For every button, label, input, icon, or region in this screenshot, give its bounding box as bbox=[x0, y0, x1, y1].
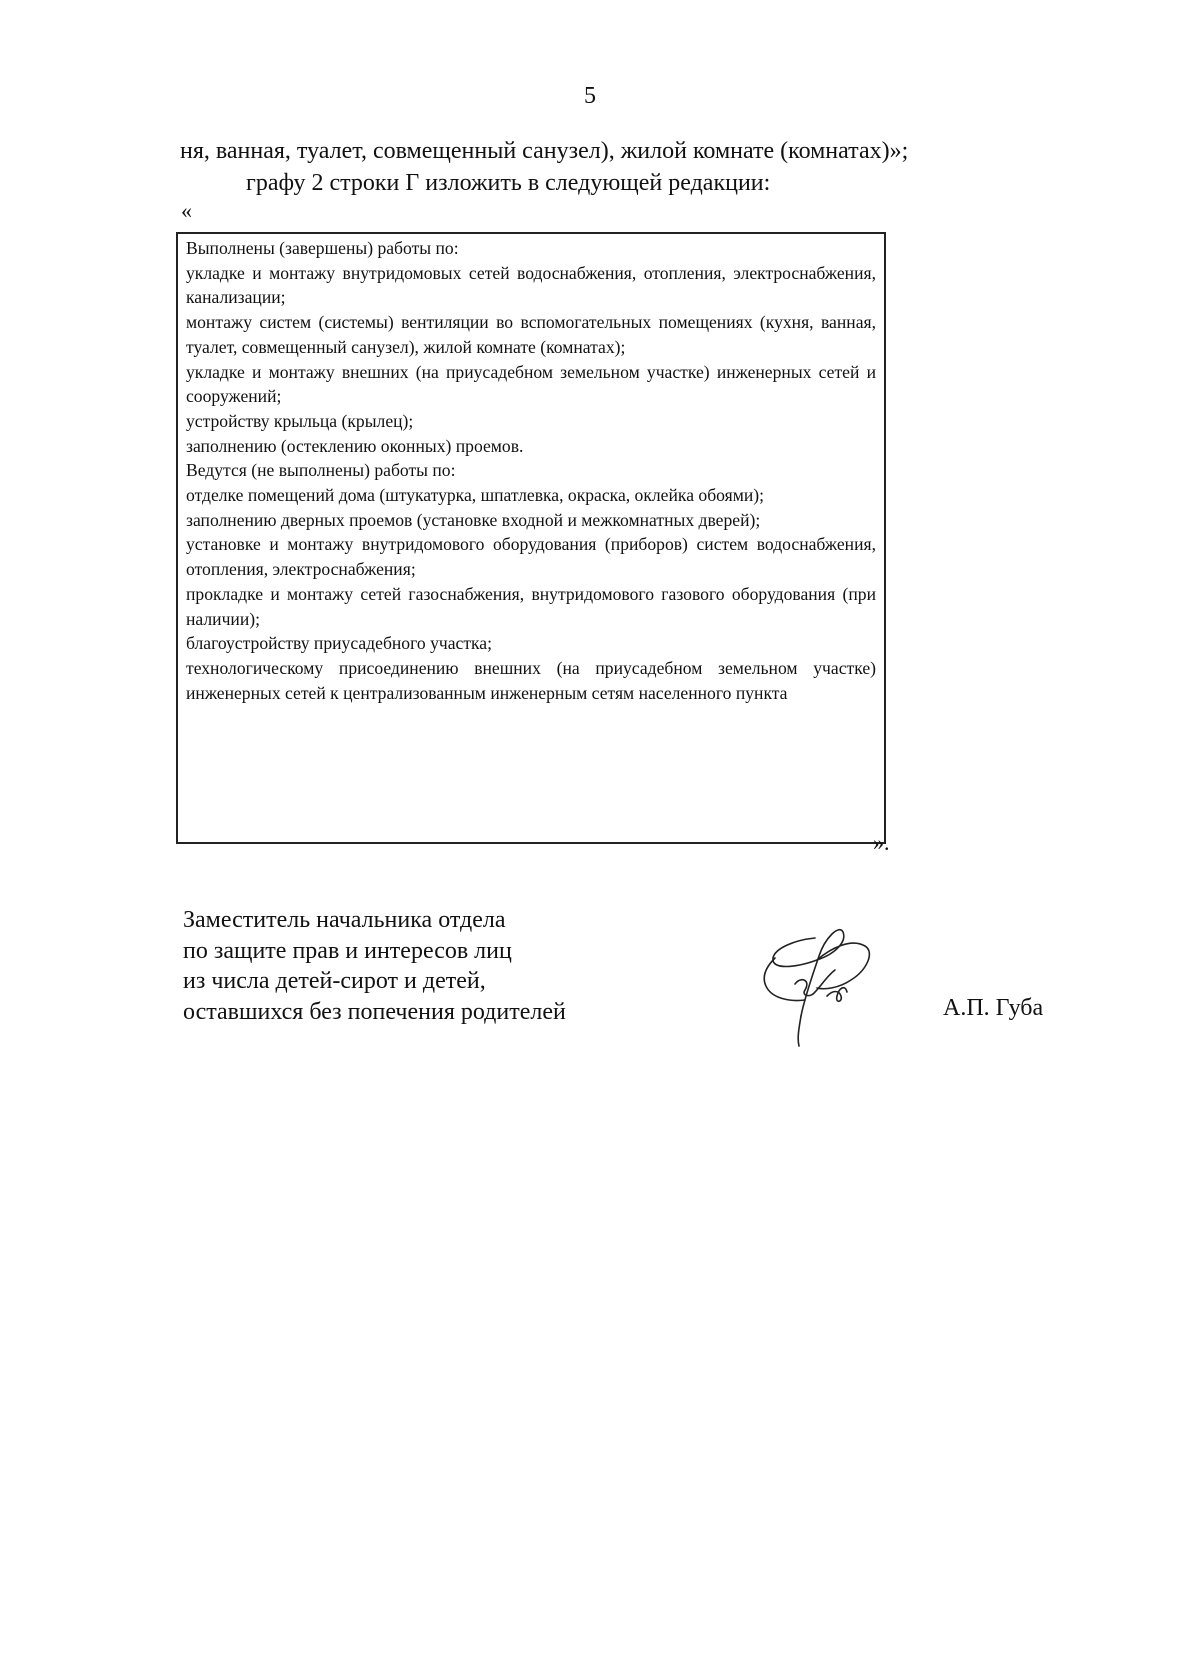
box-item: монтажу систем (системы) вентиляции во вспомогательных помещениях (кухня, ванная, туалет, совмещенный санузел), жилой комнате (комнатах); bbox=[186, 312, 876, 357]
signer-line-4: оставшихся без попечения родителей bbox=[183, 998, 566, 1025]
box-item: благоустройству приусадебного участка; bbox=[186, 633, 493, 654]
closing-quote: ». bbox=[873, 830, 890, 855]
signer-line-1: Заместитель начальника отдела bbox=[183, 907, 506, 933]
intro-line-1: ня, ванная, туалет, совмещенный санузел), жилой комнате (комнатах)»; bbox=[180, 138, 909, 164]
signer-line-2: по защите прав и интересов лиц bbox=[183, 937, 512, 964]
box-item: установке и монтажу внутридомового оборудования (приборов) систем водоснабжения, отопления, электроснабжения; bbox=[186, 534, 876, 580]
intro-line-2: графу 2 строки Г изложить в следующей редакции: bbox=[246, 170, 771, 196]
signer-position bbox=[183, 905, 566, 1027]
handwritten-signature bbox=[755, 918, 905, 1068]
box-heading-completed: Выполнены (завершены) работы по: bbox=[186, 238, 459, 258]
signer-line-3: из числа детей-сирот и детей, bbox=[183, 968, 486, 994]
box-item: заполнению дверных проемов (установке входной и межкомнатных дверей); bbox=[186, 509, 761, 530]
opening-quote: « bbox=[181, 198, 192, 223]
works-status-box bbox=[176, 232, 886, 844]
box-item: укладке и монтажу внешних (на приусадебном земельном участке) инженерных сетей и сооружений; bbox=[186, 361, 876, 407]
box-item: отделке помещений дома (штукатурка, шпатлевка, окраска, оклейка обоями); bbox=[186, 485, 764, 506]
box-item: прокладке и монтажу сетей газоснабжения, внутридомового газового оборудования (при наличии); bbox=[186, 583, 876, 629]
signer-name: А.П. Губа bbox=[943, 995, 1044, 1021]
box-item: заполнению (остеклению оконных) проемов. bbox=[186, 435, 524, 456]
box-heading-in-progress: Ведутся (не выполнены) работы по: bbox=[186, 460, 456, 481]
box-item: устройству крыльца (крылец); bbox=[186, 410, 414, 431]
box-item: технологическому присоединению внешних (на приусадебном земельном участке) инженерных сетей к централизованным инженерным сетям населенного пункта bbox=[186, 657, 876, 703]
intro-text bbox=[180, 135, 980, 199]
page-number: 5 bbox=[584, 83, 596, 109]
box-item: укладке и монтажу внутридомовых сетей водоснабжения, отопления, электроснабжения, канализации; bbox=[186, 262, 876, 308]
